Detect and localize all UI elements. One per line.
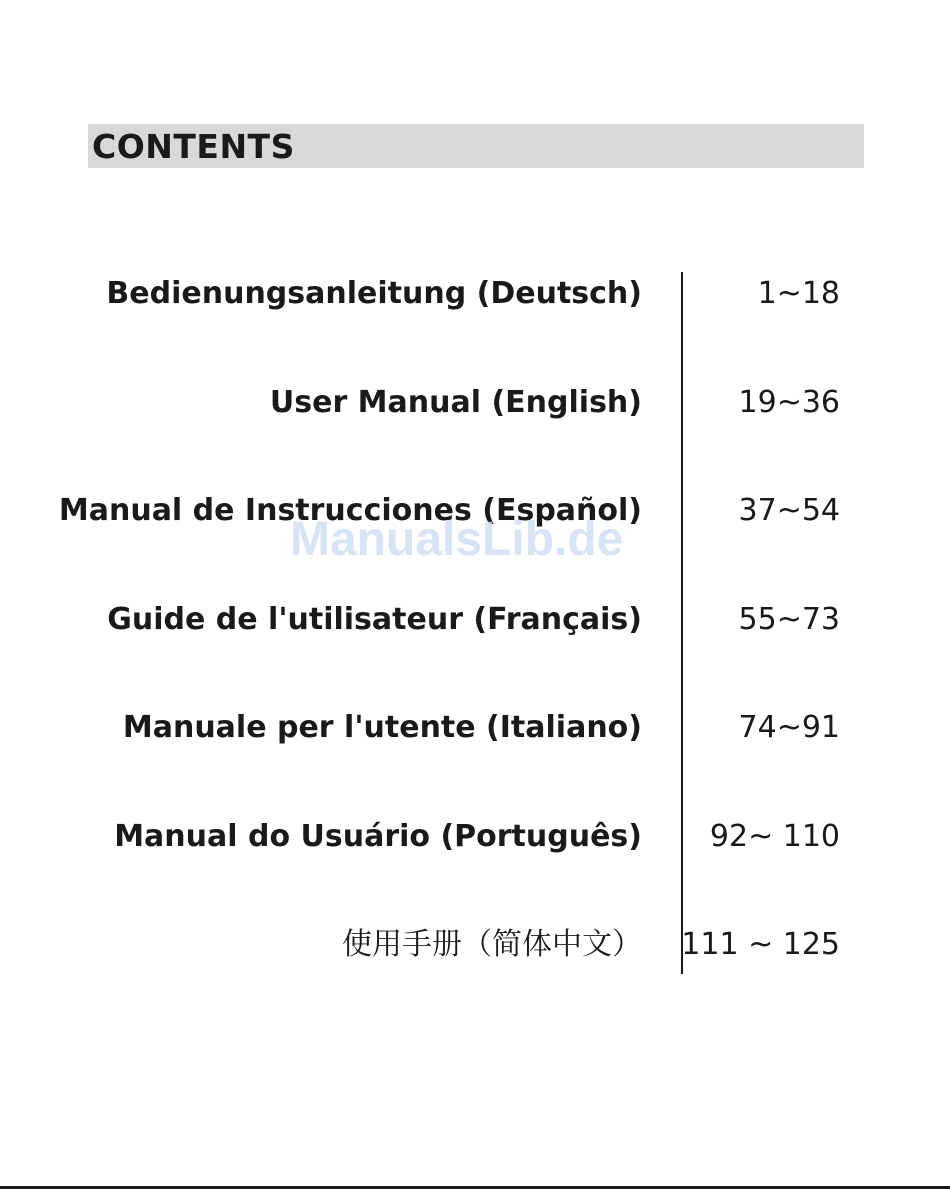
toc-pages: 111 ~ 125: [681, 927, 840, 962]
toc-pages: 37~54: [738, 493, 840, 528]
toc-pages: 55~73: [738, 602, 840, 637]
toc-row-english[interactable]: [0, 381, 950, 425]
toc-title: Manuale per l'utente (Italiano): [122, 710, 642, 745]
toc-title: Guide de l'utilisateur (Français): [107, 602, 642, 637]
toc-title: User Manual (English): [269, 385, 642, 420]
watermark: ManualsLib.de: [290, 513, 624, 566]
toc-row-portugues[interactable]: [0, 815, 950, 859]
toc-title: 使用手册（简体中文）: [342, 927, 642, 962]
toc-pages: 74~91: [738, 710, 840, 745]
contents-header-bar: [88, 124, 864, 168]
toc-title: Manual do Usuário (Português): [114, 819, 642, 854]
toc-title: Manual de Instrucciones (Español): [58, 493, 642, 528]
toc-row-italiano[interactable]: [0, 706, 950, 750]
toc-pages: 1~18: [757, 276, 840, 311]
toc-pages: 19~36: [738, 385, 840, 420]
page-title: CONTENTS: [92, 127, 295, 166]
toc-pages: 92~ 110: [709, 819, 840, 854]
toc-row-chinese[interactable]: [0, 923, 950, 967]
toc-row-deutsch[interactable]: [0, 272, 950, 316]
toc-title: Bedienungsanleitung (Deutsch): [106, 276, 642, 311]
toc-row-francais[interactable]: [0, 598, 950, 642]
